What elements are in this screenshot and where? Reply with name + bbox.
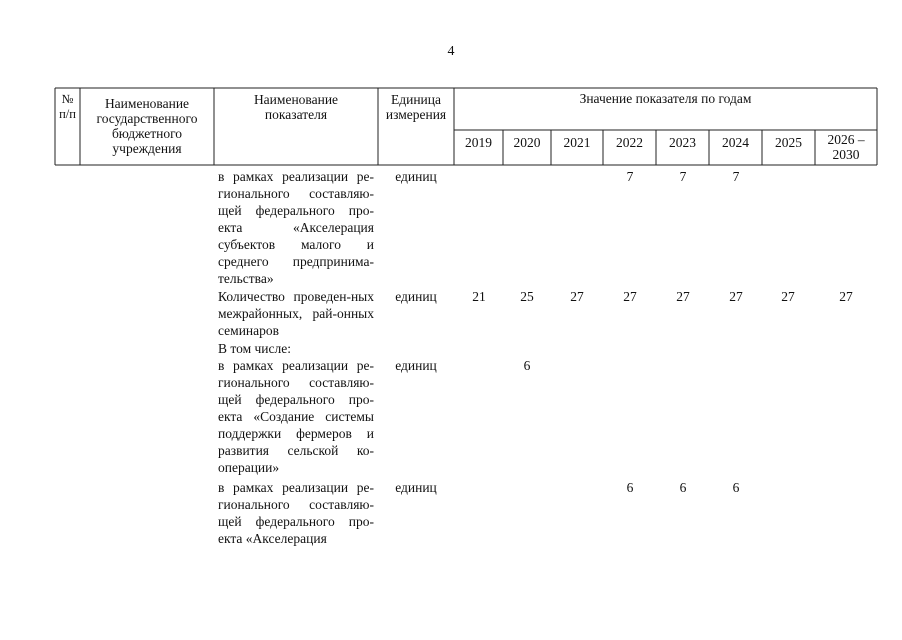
indicator-name: Количество проведен-ных межрайонных, рай-онных семинаров	[218, 289, 374, 338]
value-2020: 25	[520, 289, 534, 304]
unit-value: единиц	[395, 358, 437, 373]
unit-value: единиц	[395, 289, 437, 304]
value-2024: 27	[729, 289, 743, 304]
value-2022: 27	[623, 289, 637, 304]
year-2022: 2022	[616, 135, 643, 150]
indicator-name: В том числе:	[218, 341, 291, 356]
value-2023: 7	[679, 169, 687, 184]
header-unit: Единица измерения	[385, 92, 447, 122]
value-2024: 6	[732, 480, 740, 495]
value-2021: 27	[570, 289, 584, 304]
value-2022: 6	[626, 480, 634, 495]
indicator-name: в рамках реализации ре-гионального составляю-щей федерального про-екта «Акселерация субъектов малого и среднего предпринима-тельства»	[218, 169, 374, 286]
value-2023: 6	[679, 480, 687, 495]
header-institution: Наименование государственного бюджетного учреждения	[96, 96, 198, 156]
value-2026-2030: 27	[839, 289, 853, 304]
value-2023: 27	[676, 289, 690, 304]
value-2024: 7	[732, 169, 740, 184]
year-2023: 2023	[669, 135, 696, 150]
year-2021: 2021	[563, 135, 591, 150]
year-2024: 2024	[722, 135, 749, 150]
indicator-name: в рамках реализации ре-гионального составляю-щей федерального про-екта «Создание системы поддержки фермеров и развития сельской ко-операции»	[218, 358, 374, 475]
year-2026-2030: 2026 – 2030	[827, 132, 865, 162]
header-values-by-year: Значение показателя по годам	[579, 91, 752, 106]
value-2022: 7	[626, 169, 634, 184]
header-num: № п/п	[59, 92, 76, 121]
unit-value: единиц	[395, 169, 437, 184]
value-2019: 21	[472, 289, 486, 304]
indicator-name: в рамках реализации ре-гионального составляю-щей федерального про-екта «Акселерация	[218, 480, 374, 546]
year-2025: 2025	[775, 135, 802, 150]
value-2020: 6	[523, 358, 531, 373]
year-2020: 2020	[513, 135, 541, 150]
value-2025: 27	[781, 289, 795, 304]
header-indicator: Наименование показателя	[253, 92, 339, 122]
page-number: 4	[447, 44, 455, 59]
year-2019: 2019	[465, 135, 492, 150]
unit-value: единиц	[395, 480, 437, 495]
